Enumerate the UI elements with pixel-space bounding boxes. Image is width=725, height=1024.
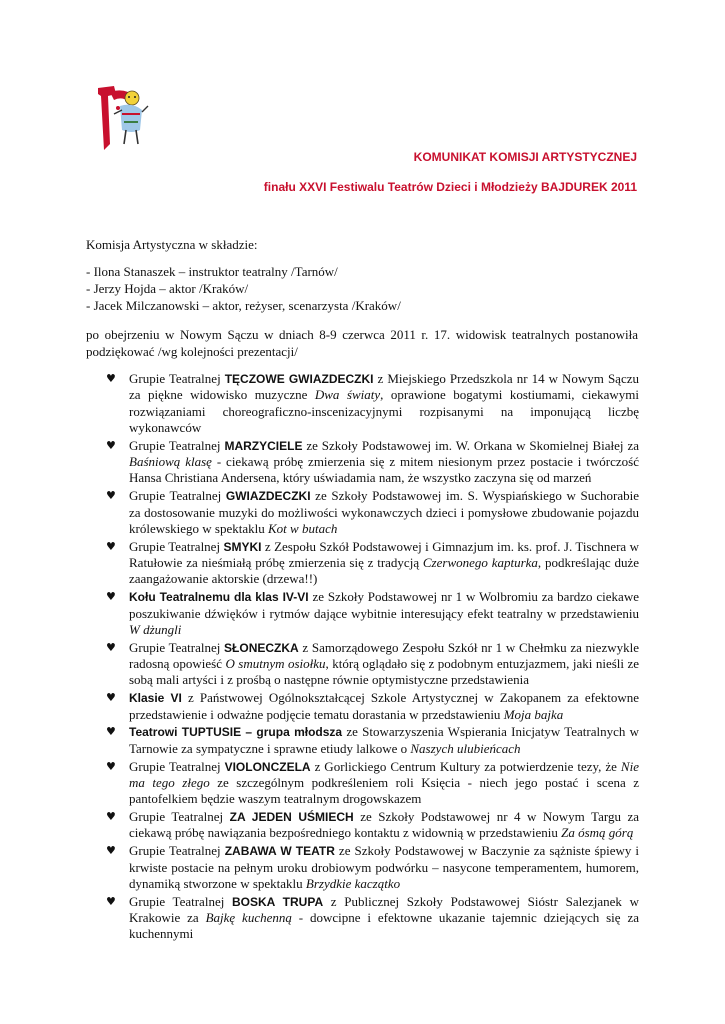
heart-icon: ♥ xyxy=(106,438,116,452)
group-name: TĘCZOWE GWIAZDECZKI xyxy=(224,372,374,386)
entry-text: ze Szkoły Podstawowej w Baczynie za sążniste śpiewy i krwiste postacie na pełnym uroku drobiowym podwórku – nasycone temperamentem, humorem, dynamiką stworzone w spektaklu xyxy=(129,843,639,891)
entry-text: ze Szkoły Podstawowej im. S. Wyspiańskiego w Suchorabie za dostosowanie muzyki do możliwości wykonawczych dzieci i pomysłowe zbudowanie pojazdu królewskiego w spektaklu xyxy=(129,488,639,536)
entry-text: ze Stowarzyszenia Wspierania Inicjatyw Teatralnych w Tarnowie za sympatyczne i sprawne etiudy lalkowe o xyxy=(129,724,639,756)
heart-icon: ♥ xyxy=(106,539,116,553)
entry-prefix: Grupie Teatralnej xyxy=(129,371,225,386)
list-item xyxy=(86,724,639,757)
entry-prefix: Grupie Teatralnej xyxy=(129,809,230,825)
heart-icon: ♥ xyxy=(106,489,116,503)
play-title: Kot w butach xyxy=(268,520,338,536)
committee-intro: Komisja Artystyczna w składzie: xyxy=(86,237,258,252)
play-title: W dżungli xyxy=(129,621,182,637)
entry-text-end: - ciekawą próbę zmierzenia się z mitem niesionym przez postacie i twórczość Hansa Christiana Andersena, który uświadamia nam, że wszystko zaczyna się od marzeń xyxy=(129,454,639,486)
thanks-list xyxy=(86,371,639,944)
member-item: - Ilona Stanaszek – instruktor teatralny /Tarnów/ xyxy=(86,264,338,279)
member-item: - Jacek Milczanowski – aktor, reżyser, scenarzysta /Kraków/ xyxy=(86,298,401,313)
entry-text: z Państwowej Ogólnokształcącej Szkole Artystycznej w Zakopanem za efektowne przedstawienie i odważne podjęcie tematu dorastania w przedstawieniu xyxy=(129,690,639,722)
lead-paragraph: po obejrzeniu w Nowym Sączu w dniach 8-9 czerwca 2011 r. 17. widowisk teatralnych postanowiła podziękować /wg kolejności prezentacji/ xyxy=(86,327,638,359)
group-name: MARZYCIELE xyxy=(224,438,303,453)
entry-prefix: Grupie Teatralnej xyxy=(129,639,225,655)
communique-title: KOMUNIKAT KOMISJI ARTYSTYCZNEJ xyxy=(413,150,637,164)
group-name: Teatrowi TUPTUSIE – grupa młodsza xyxy=(129,725,343,740)
heart-icon: ♥ xyxy=(106,844,116,858)
play-title: Baśniową klasę xyxy=(129,454,212,470)
group-name: GWIAZDECZKI xyxy=(225,489,311,504)
play-title: Brzydkie kaczątko xyxy=(305,875,401,891)
entry-text-end: ze szczególnym podkreśleniem roli Księcia - niech jego postać i scena z pantofelkiem będzie waszym teatralnym drogowskazem xyxy=(129,774,640,807)
heart-icon: ♥ xyxy=(106,894,116,908)
group-name: SŁONECZKA xyxy=(224,640,299,655)
list-item xyxy=(86,690,639,723)
group-name: Kołu Teatralnemu dla klas IV-VI xyxy=(129,590,309,605)
member-item: - Jerzy Hojda – aktor /Kraków/ xyxy=(86,281,249,296)
entry-text-end: , podkreślając duże zaangażowanie aktorskie (drzewa!!) xyxy=(129,555,639,587)
list-item xyxy=(86,589,639,638)
committee-members xyxy=(86,263,638,314)
entry-prefix: Grupie Teatralnej xyxy=(129,538,224,554)
list-item xyxy=(86,539,639,588)
play-title: Dwa światy xyxy=(314,387,381,403)
play-title: Nie ma tego złego xyxy=(129,758,639,790)
list-item xyxy=(86,759,639,808)
group-name: ZA JEDEN UŚMIECH xyxy=(229,810,354,825)
entry-prefix: Grupie Teatralnej xyxy=(129,437,225,453)
entry-text-end: - dowcipne i efektowne ukazanie tajemnic dziejących się za kuchennymi xyxy=(129,910,639,942)
entry-text: z Zespołu Szkół Podstawowej i Gimnazjum im. ks. prof. J. Tischnera w Ratułowie za nieśmiałą próbę zmierzenia się z tradycją xyxy=(129,538,639,571)
entry-text: ze Szkoły Podstawowej nr 4 w Nowym Targu za ciekawą próbę nawiązania bezpośredniego kontaktu z widownią w przedstawieniu xyxy=(129,809,639,841)
heart-icon: ♥ xyxy=(106,372,116,385)
list-item xyxy=(86,640,639,689)
play-title: Moja bajka xyxy=(503,706,564,722)
entry-prefix: Grupie Teatralnej xyxy=(129,893,233,909)
heart-icon: ♥ xyxy=(106,691,116,705)
entry-prefix: Grupie Teatralnej xyxy=(129,758,225,774)
play-title: Naszych ulubieńcach xyxy=(410,740,521,756)
list-item xyxy=(86,371,639,436)
entry-text: ze Szkoły Podstawowej im. W. Orkana w Skomielnej Białej za xyxy=(302,437,639,453)
group-name: Klasie VI xyxy=(129,691,182,706)
entry-text-end: , którą oglądało się z podobnym entuzjazmem, jaki nieśli ze sobą mali artyści i z prośbą o następne równie optymistyczne przedstawienia xyxy=(129,656,639,688)
list-item xyxy=(86,809,639,842)
heart-icon: ♥ xyxy=(106,640,116,654)
festival-subtitle: finału XXVI Festiwalu Teatrów Dzieci i Młodzieży BAJDUREK 2011 xyxy=(263,180,637,194)
heart-icon: ♥ xyxy=(106,759,116,773)
entry-prefix: Grupie Teatralnej xyxy=(129,488,226,504)
play-title: Za ósmą górą xyxy=(561,825,634,841)
list-item xyxy=(86,894,639,943)
group-name: BOSKA TRUPA xyxy=(232,894,324,909)
entry-text: z Publicznej Szkoły Podstawowej Sióstr Salezjanek w Krakowie za xyxy=(129,893,640,926)
group-name: ZABAWA W TEATR xyxy=(224,844,335,859)
list-item xyxy=(86,438,639,487)
group-name: SMYKI xyxy=(223,539,262,554)
play-title: O smutnym osiołku xyxy=(225,656,326,672)
entry-text: z Samorządowego Zespołu Szkół nr 1 w Chełmku za niezwykle radosną opowieść xyxy=(129,639,639,672)
group-name: VIOLONCZELA xyxy=(224,759,311,774)
heart-icon: ♥ xyxy=(106,725,116,739)
bajdurek-logo xyxy=(92,84,152,156)
entry-text: z Gorlickiego Centrum Kultury za potwierdzenie tezy, że xyxy=(310,758,621,774)
list-item xyxy=(86,843,639,892)
list-item xyxy=(86,488,639,537)
entry-text-end: , oprawione bogatymi kostiumami, ciekawymi rozwiązaniami choreograficzno-inscenizacyjnymi rozpisanymi na imponującą liczbę wykonawców xyxy=(129,387,639,435)
play-title: Bajkę kuchenną xyxy=(205,910,292,926)
entry-text: ze Szkoły Podstawowej nr 1 w Wolbromiu za bardzo ciekawe poszukiwanie dźwięków i rytmów dające wybitnie interesujący efekt teatralny w przedstawieniu xyxy=(129,589,639,621)
heart-icon: ♥ xyxy=(106,590,116,604)
heart-icon: ♥ xyxy=(106,810,116,824)
entry-prefix: Grupie Teatralnej xyxy=(129,843,225,859)
entry-text: z Miejskiego Przedszkola nr 14 w Nowym Sączu za piękne widowisko muzyczne xyxy=(129,371,639,403)
play-title: Czerwonego kapturka xyxy=(422,555,538,571)
